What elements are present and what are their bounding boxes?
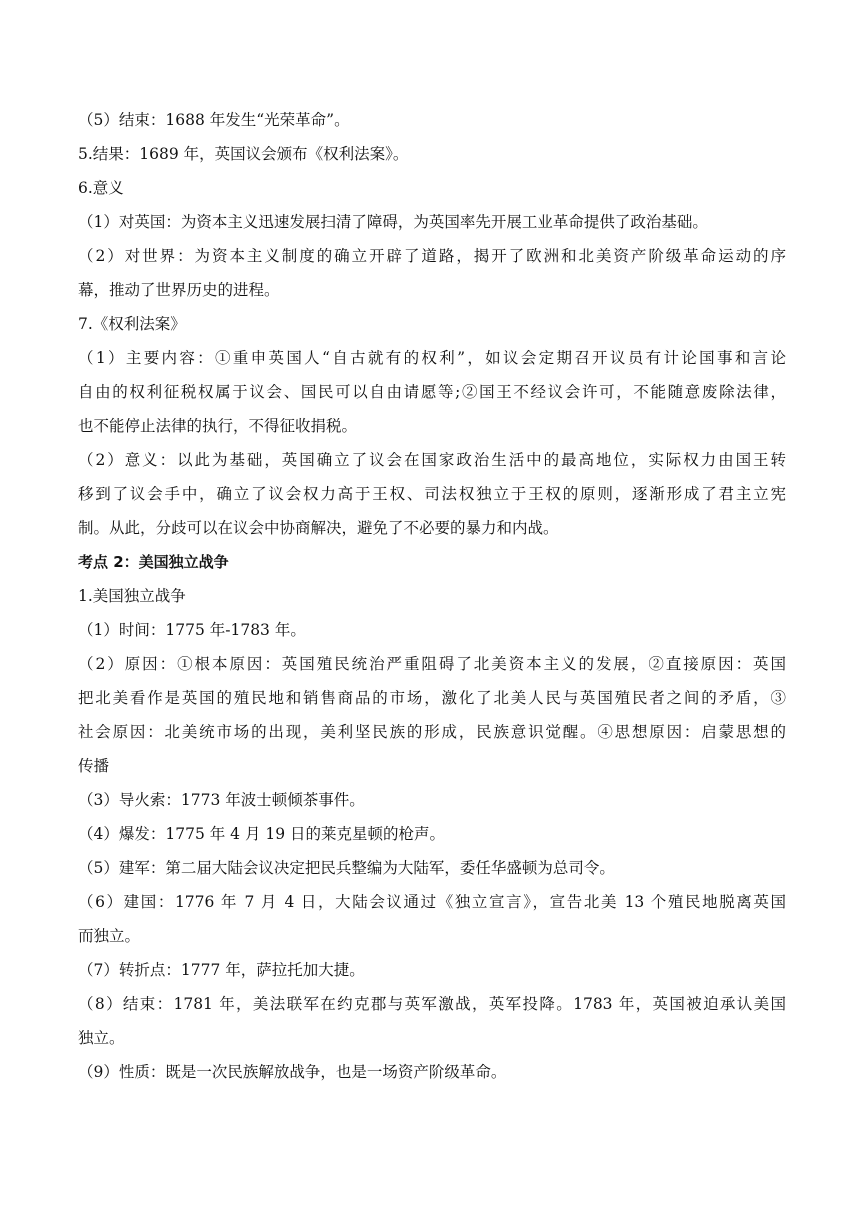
text-line: （2）对世界：为资本主义制度的确立开辟了道路，揭开了欧洲和北美资产阶级革命运动的序 (78, 247, 786, 265)
text-line: （3）导火索：1773 年波士顿倾茶事件。 (78, 791, 365, 809)
text-line: （1）时间：1775 年-1783 年。 (78, 621, 306, 639)
text-line: （5）结束：1688 年发生“光荣革命”。 (78, 111, 350, 129)
text-line: 幕，推动了世界历史的进程。 (78, 281, 280, 299)
text-line: （1）对英国：为资本主义迅速发展扫清了障碍，为英国率先开展工业革命提供了政治基础。 (78, 213, 708, 231)
section-heading: 考点 2：美国独立战争 (78, 553, 229, 571)
text-line: 1.美国独立战争 (78, 587, 186, 605)
text-line: （8）结束：1781 年，美法联军在约克郡与英军激战，英军投降。1783 年，英国被迫承认美国 (78, 995, 786, 1013)
text-line: （6）建国：1776 年 7 月 4 日，大陆会议通过《独立宣言》，宣告北美 13 个殖民地脱离英国 (78, 893, 786, 911)
text-line: （2）意义：以此为基础，英国确立了议会在国家政治生活中的最高地位，实际权力由国王转 (78, 451, 786, 469)
text-line: 而独立。 (78, 927, 141, 945)
text-line: （4）爆发：1775 年 4 月 19 日的莱克星顿的枪声。 (78, 825, 446, 843)
text-line: （7）转折点：1777 年，萨拉托加大捷。 (78, 961, 365, 979)
text-line: 6.意义 (78, 179, 124, 197)
text-line: （5）建军：第二届大陆会议决定把民兵整编为大陆军，委任华盛顿为总司令。 (78, 859, 615, 877)
text-line: （1）主要内容：①重申英国人“自古就有的权利”，如议会定期召开议员有计论国事和言论 (78, 349, 786, 367)
text-line: 独立。 (78, 1029, 125, 1047)
text-line: 移到了议会手中，确立了议会权力高于王权、司法权独立于王权的原则，逐渐形成了君主立宪 (78, 485, 786, 503)
text-line: 自由的权利征税权属于议会、国民可以自由请愿等;②国王不经议会许可，不能随意废除法律， (78, 383, 786, 401)
text-line: 把北美看作是英国的殖民地和销售商品的市场，激化了北美人民与英国殖民者之间的矛盾，③ (78, 689, 786, 707)
text-line: （2）原因：①根本原因：英国殖民统治严重阻碍了北美资本主义的发展，②直接原因：英国 (78, 655, 786, 673)
text-line: 制。从此，分歧可以在议会中协商解决，避免了不必要的暴力和内战。 (78, 519, 559, 537)
text-line: 社会原因：北美统市场的出现，美利坚民族的形成，民族意识觉醒。④思想原因：启蒙思想的 (78, 723, 786, 741)
text-line: （9）性质：既是一次民族解放战争，也是一场资产阶级革命。 (78, 1063, 507, 1081)
text-line: 传播 (78, 757, 110, 775)
text-line: 也不能停止法律的执行，不得征收捐税。 (78, 417, 358, 435)
text-line: 5.结果：1689 年，英国议会颁布《权利法案》。 (78, 145, 409, 163)
text-line: 7.《权利法案》 (78, 315, 186, 333)
